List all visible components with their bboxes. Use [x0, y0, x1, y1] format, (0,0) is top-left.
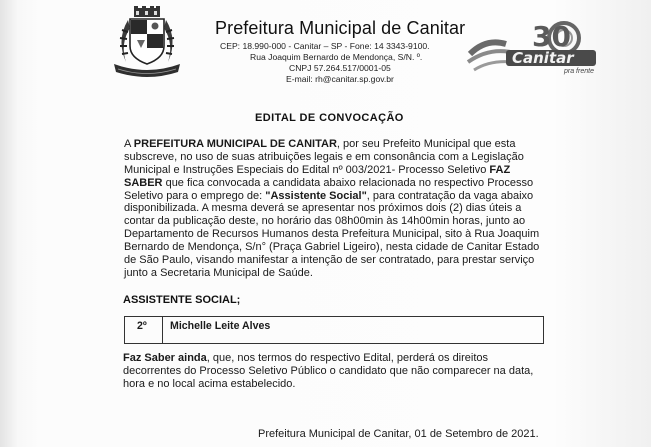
- paragraph-line: [124, 138, 554, 151]
- intro-paragraph: [124, 138, 554, 280]
- paragraph-line: [124, 164, 554, 177]
- text-segment: disponibilizada. A mesma deverá se apresentar nos próximos dois (2) dias úteis a: [124, 202, 522, 215]
- municipality-title: Prefeitura Municipal de Canitar: [215, 18, 466, 38]
- text-segment: Municipal e Instruções Especiais do Edital nº 003/2021- Processo Seletivo: [124, 163, 490, 176]
- cnpj-line: CNPJ 57.264.517/0001-05: [289, 63, 391, 73]
- canitar-30-logo: [466, 20, 596, 80]
- logo-number: 30: [532, 20, 571, 53]
- text-segment: Bernardo de Mendonça, S/n° (Praça Gabriel Ligeiro), nesta cidade de Canitar Estado: [124, 241, 540, 254]
- text-segment: , para contratação da vaga abaixo: [366, 189, 534, 202]
- paragraph-line: [123, 365, 551, 378]
- text-segment: A: [124, 138, 134, 150]
- email-line: E-mail: rh@canitar.sp.gov.br: [286, 74, 394, 84]
- table-row-position: 2º: [125, 317, 163, 343]
- closing-paragraph: [123, 352, 551, 391]
- text-segment: junto a Secretaria Municipal de Saúde.: [124, 266, 313, 279]
- paragraph-line: [124, 190, 554, 203]
- text-segment: subscreve, no uso de suas atribuições legais e em consonância com a Legislação: [124, 150, 524, 163]
- paragraph-line: [124, 267, 554, 280]
- cep-phone-line: CEP: 18.990-000 - Canitar – SP - Fone: 14 3343-9100.: [220, 41, 430, 51]
- paragraph-line: [124, 228, 554, 241]
- paragraph-line: [124, 215, 554, 228]
- paragraph-line: [124, 151, 554, 164]
- text-segment: de São Paulo, visando manifestar a intenção de ser contratado, para prestar serviço: [124, 254, 535, 267]
- paragraph-line: [124, 202, 554, 215]
- text-segment: hora e no local acima estabelecido.: [123, 378, 296, 390]
- address-line: Rua Joaquim Bernardo de Mendonça, S/N. º.: [250, 52, 423, 62]
- paragraph-line: [124, 254, 554, 267]
- bold-text: PREFEITURA MUNICIPAL DE CANITAR: [133, 138, 337, 150]
- text-segment: contar da publicação deste, no horário das 08h00min às 14h00min horas, junto ao: [124, 215, 526, 228]
- text-segment: decorrentes do Processo Seletivo Público o candidato que não comparecer na data,: [123, 365, 534, 377]
- document-title: EDITAL DE CONVOCAÇÃO: [255, 112, 404, 124]
- candidate-table: [124, 316, 544, 344]
- bold-text: Faz Saber ainda: [123, 352, 207, 364]
- text-segment: que fica convocada a candidata abaixo relacionada no respectivo Processo: [162, 176, 534, 189]
- bold-text: SABER: [124, 176, 163, 189]
- page-shadow-edge: [0, 0, 18, 447]
- logo-word: Canitar: [512, 49, 574, 67]
- text-segment: , por seu Prefeito Municipal que esta: [336, 138, 516, 150]
- text-segment: , que, nos termos do respectivo Edital, perderá os direitos: [206, 352, 489, 364]
- coat-of-arms-icon: [112, 6, 182, 78]
- paragraph-line: [124, 241, 554, 254]
- paragraph-line: [123, 352, 551, 365]
- signature-line: Prefeitura Municipal de Canitar, 01 de Setembro de 2021.: [258, 428, 539, 440]
- logo-tagline: pra frente: [564, 68, 594, 75]
- table-row-name: Michelle Leite Alves: [170, 320, 271, 332]
- paragraph-line: [124, 177, 554, 190]
- bold-text: FAZ: [489, 163, 511, 176]
- bold-text: "Assistente Social": [265, 189, 367, 202]
- text-segment: Seletivo para o emprego de:: [124, 189, 266, 202]
- text-segment: Departamento de Recursos Humanos desta Prefeitura Municipal, sito à Rua Joaquim: [124, 228, 540, 241]
- paragraph-line: [123, 378, 551, 391]
- section-title: ASSISTENTE SOCIAL;: [123, 294, 241, 306]
